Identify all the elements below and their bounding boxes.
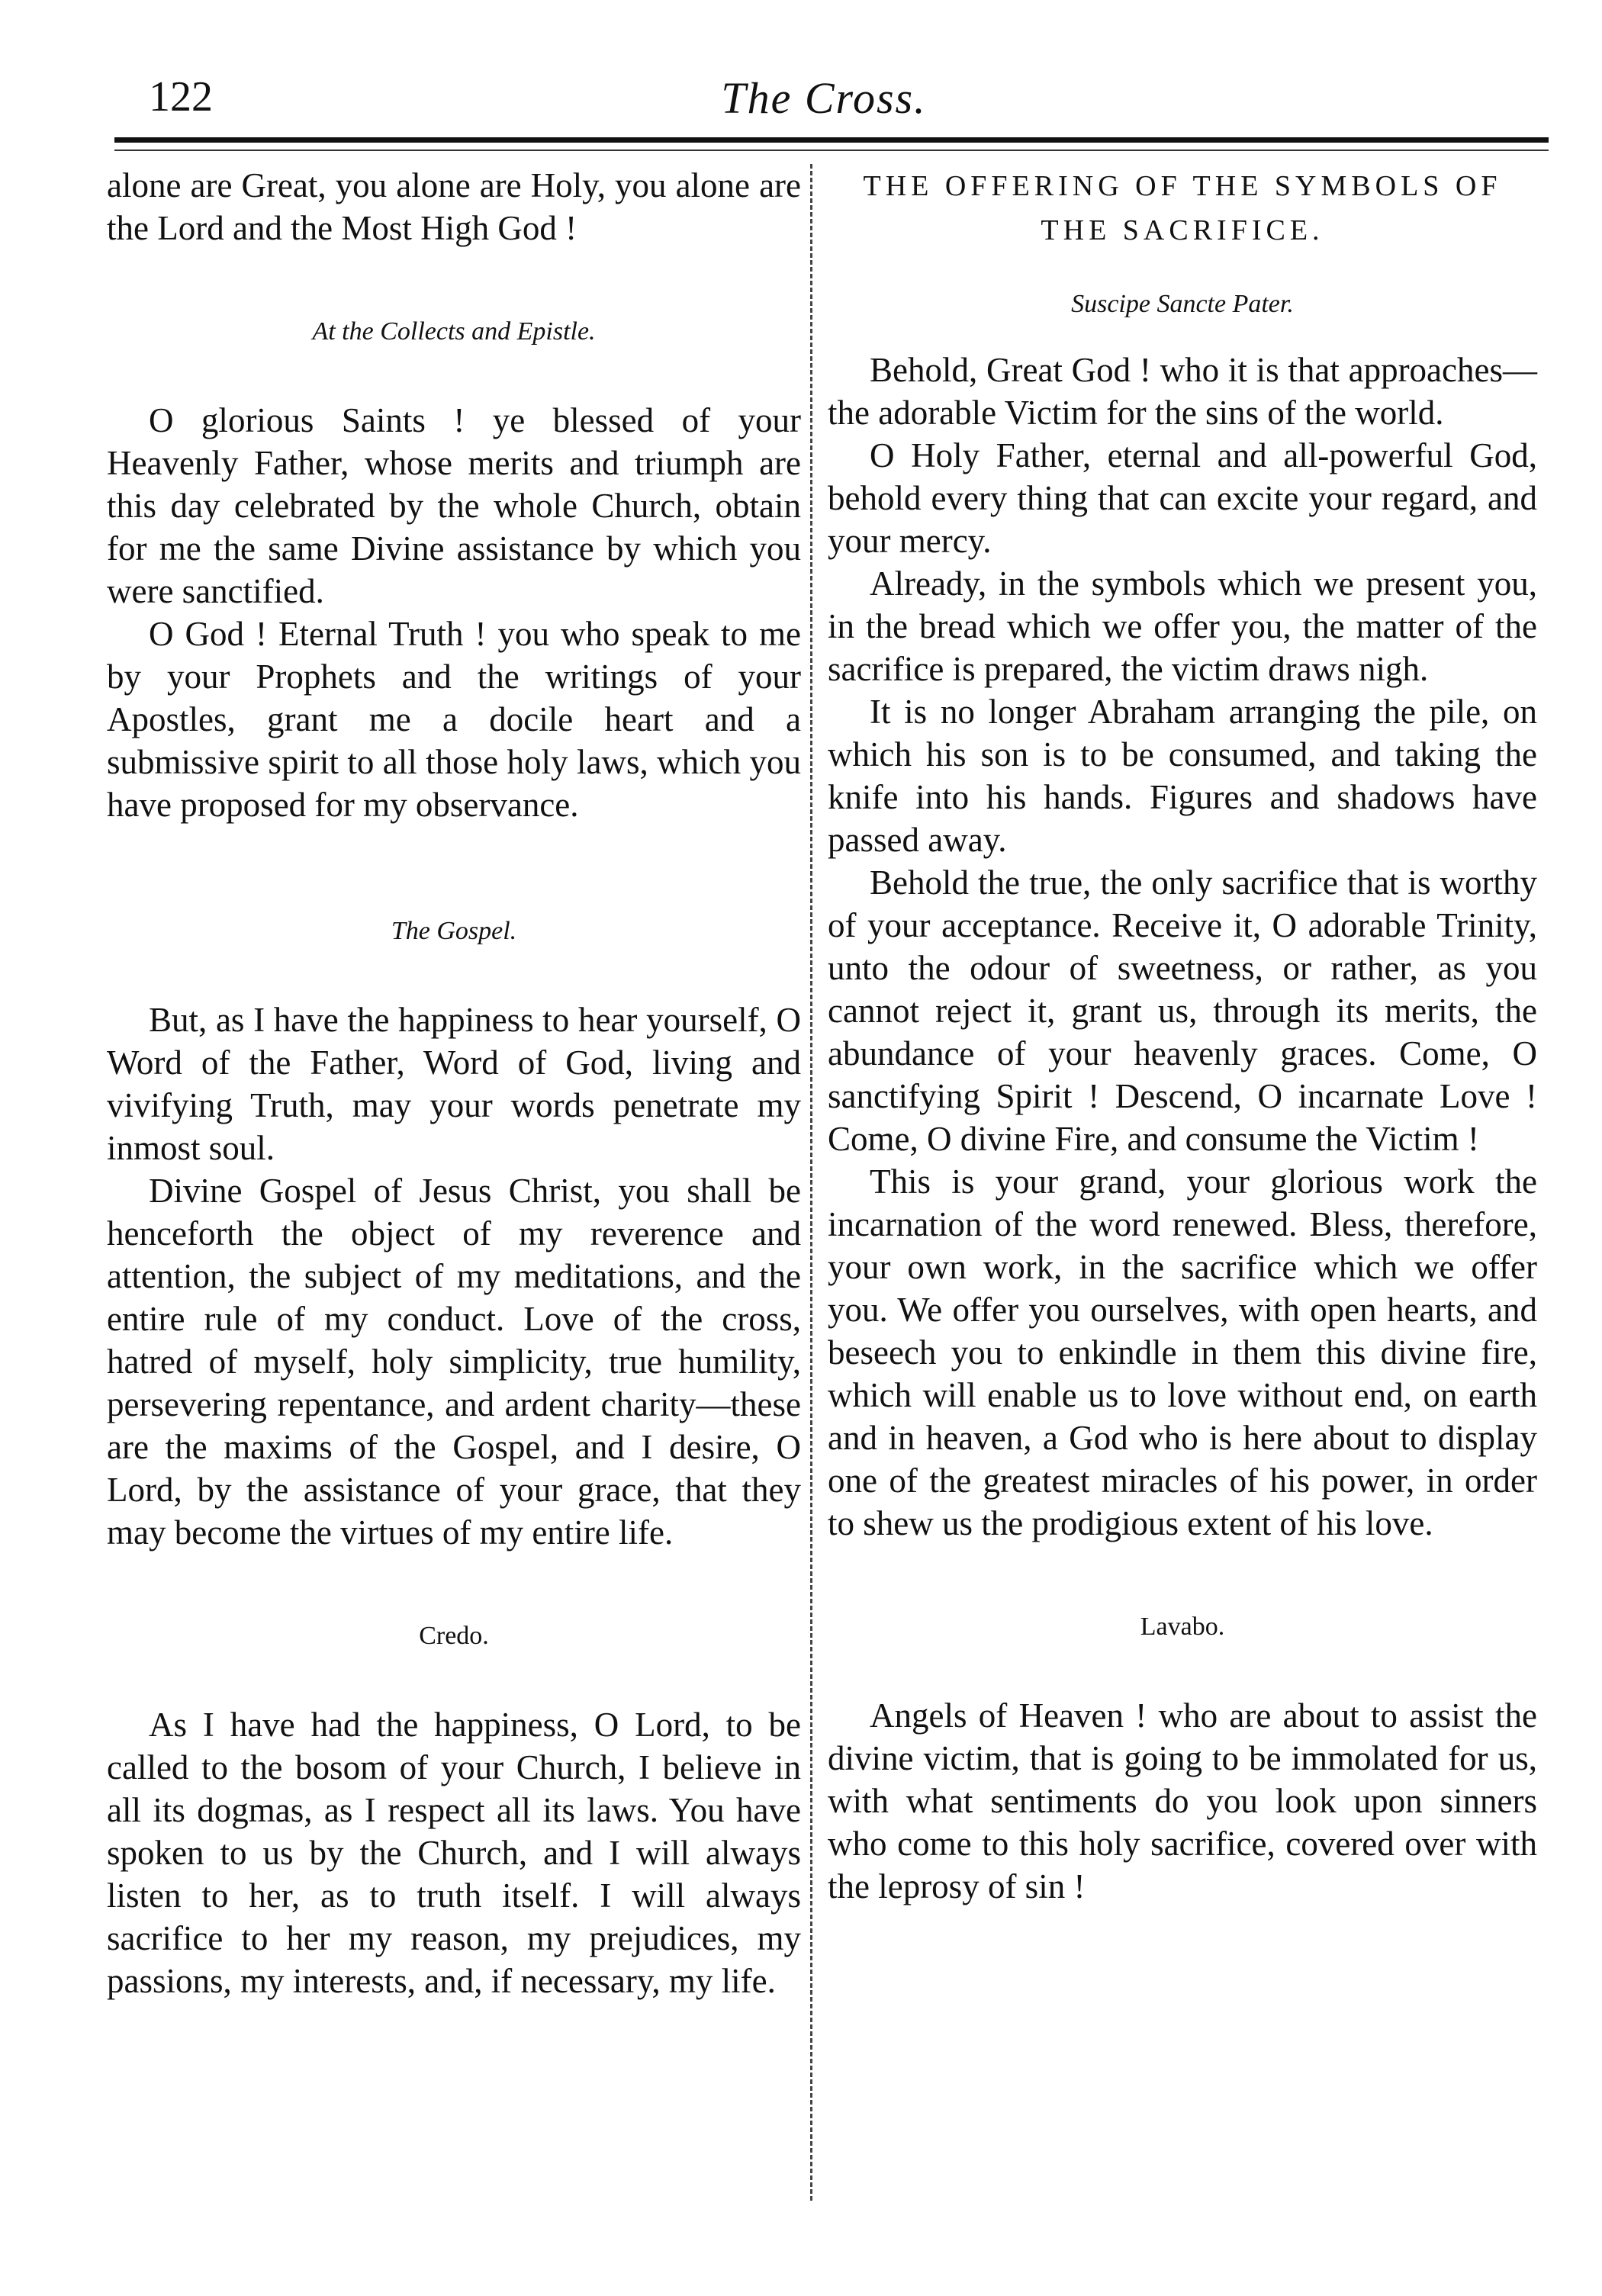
gospel-heading: The Gospel.: [391, 917, 517, 945]
left-column: [107, 164, 801, 2002]
paragraph: Behold, Great God ! who it is that approaches—the adorable Victim for the sins of the world.: [828, 351, 1537, 432]
page-header: [114, 72, 1533, 133]
offering-heading: THE OFFERING OF THE SYMBOLS OF THE SACRIFICE.: [863, 170, 1502, 246]
paragraph: O God ! Eternal Truth ! you who speak to me by your Prophets and the writings of your Apostles, grant me a docile heart and a submissive spirit to all those holy laws, which you have proposed for my observance.: [107, 615, 801, 824]
paragraph: O glorious Saints ! ye blessed of your Heavenly Father, whose merits and triumph are this day celebrated by the whole Church, obtain for me the same Divine assistance by which you were sanctified.: [107, 401, 801, 610]
paragraph: Angels of Heaven ! who are about to assist the divine victim, that is going to be immolated for us, with what sentiments do you look upon sinners who come to this holy sacrifice, covered over with the leprosy of sin !: [828, 1696, 1537, 1905]
paragraph: Behold the true, the only sacrifice that is worthy of your acceptance. Receive it, O adorable Trinity, unto the odour of sweetness, or rather, as you cannot reject it, grant us, through its merits, the abundance of your heavenly graces. Come, O sanctifying Spirit ! Descend, O incarnate Love ! Come, O divine Fire, and consume the Victim !: [828, 863, 1537, 1158]
lavabo-heading: Lavabo.: [1140, 1613, 1225, 1641]
paragraph: O Holy Father, eternal and all-powerful God, behold every thing that can excite your regard, and your mercy.: [828, 436, 1537, 560]
right-column: [828, 164, 1537, 1908]
column-divider: [810, 164, 812, 2201]
paragraph: But, as I have the happiness to hear yourself, O Word of the Father, Word of God, living and vivifying Truth, may your words penetrate my inmost soul.: [107, 1001, 801, 1167]
collects-heading: At the Collects and Epistle.: [312, 317, 596, 346]
paragraph: As I have had the happiness, O Lord, to be called to the bosom of your Church, I believe in all its dogmas, as I respect all its laws. You have spoken to us by the Church, and I will always listen to her, as to truth itself. I will always sacrifice to her my reason, my prejudices, my passions, my interests, and, if necessary, my life.: [107, 1706, 801, 2000]
running-title: The Cross.: [721, 73, 927, 123]
offering-subheading: Suscipe Sancte Pater.: [1071, 290, 1294, 318]
page-number: 122: [149, 73, 213, 121]
paragraph: It is no longer Abraham arranging the pile, on which his son is to be consumed, and taking the knife into his hands. Figures and shadows have passed away.: [828, 693, 1537, 859]
credo-heading: Credo.: [419, 1622, 489, 1650]
paragraph: Already, in the symbols which we present you, in the bread which we offer you, the matter of the sacrifice is prepared, the victim draws nigh.: [828, 564, 1537, 688]
paragraph: Divine Gospel of Jesus Christ, you shall be henceforth the object of my reverence and attention, the subject of my meditations, and the entire rule of my conduct. Love of the cross, hatred of myself, holy simplicity, true humility, persevering repentance, and ardent charity—these are the maxims of the Gospel, and I desire, O Lord, by the assistance of your grace, that they may become the virtues of my entire life.: [107, 1172, 801, 1552]
opening-text: alone are Great, you alone are Holy, you alone are the Lord and the Most High God !: [107, 166, 801, 247]
header-rule: [114, 137, 1549, 143]
header-rule-thin: [114, 150, 1549, 151]
paragraph: This is your grand, your glorious work the incarnation of the word renewed. Bless, therefore, your own work, in the sacrifice which we offer you. We offer you ourselves, with open hearts, and beseech you to enkindle in them this divine fire, which will enable us to love without end, on earth and in heaven, a God who is here about to display one of the greatest miracles of his power, in order to shew us the prodigious extent of his love.: [828, 1162, 1537, 1542]
